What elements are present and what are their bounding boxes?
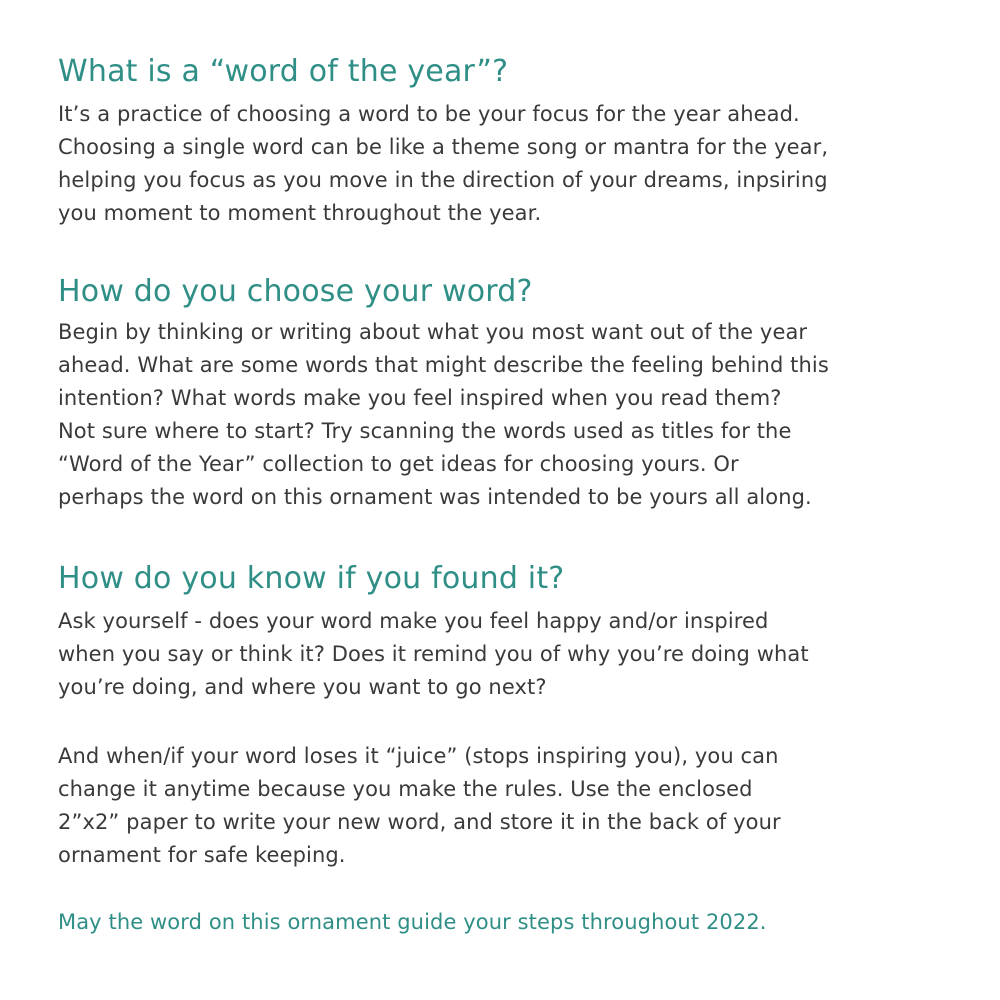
paragraph-change-word — [58, 740, 958, 872]
body-line: change it anytime because you make the rules. Use the enclosed — [58, 777, 753, 801]
body-line: Ask yourself - does your word make you feel happy and/or inspired — [58, 609, 769, 633]
section-body — [58, 316, 958, 514]
closing-line — [58, 906, 958, 939]
body-line: 2”x2” paper to write your new word, and store it in the back of your — [58, 810, 781, 834]
section-word-of-year — [58, 54, 958, 230]
section-heading: How do you know if you found it? — [58, 561, 565, 596]
closing-text: May the word on this ornament guide your steps throughout 2022. — [58, 910, 767, 934]
body-line: It’s a practice of choosing a word to be your focus for the year ahead. — [58, 102, 800, 126]
body-line: ornament for safe keeping. — [58, 843, 346, 867]
body-line: you’re doing, and where you want to go next? — [58, 675, 547, 699]
body-line: Begin by thinking or writing about what you most want out of the year — [58, 320, 808, 344]
section-heading: What is a “word of the year”? — [58, 54, 509, 89]
body-line: Not sure where to start? Try scanning the words used as titles for the — [58, 419, 792, 443]
body-line: “Word of the Year” collection to get ideas for choosing yours. Or — [58, 452, 739, 476]
body-line: when you say or think it? Does it remind you of why you’re doing what — [58, 642, 809, 666]
body-line: intention? What words make you feel inspired when you read them? — [58, 386, 782, 410]
body-line: And when/if your word loses it “juice” (stops inspiring you), you can — [58, 744, 779, 768]
section-body — [58, 605, 958, 704]
section-body — [58, 98, 958, 230]
body-line: you moment to moment throughout the year. — [58, 201, 542, 225]
body-line: perhaps the word on this ornament was intended to be yours all along. — [58, 485, 812, 509]
body-line: ahead. What are some words that might describe the feeling behind this — [58, 353, 829, 377]
section-choose-word — [58, 274, 958, 514]
section-found-it — [58, 561, 958, 704]
section-heading: How do you choose your word? — [58, 274, 533, 309]
body-line: helping you focus as you move in the direction of your dreams, inpsiring — [58, 168, 828, 192]
body-line: Choosing a single word can be like a theme song or mantra for the year, — [58, 135, 829, 159]
